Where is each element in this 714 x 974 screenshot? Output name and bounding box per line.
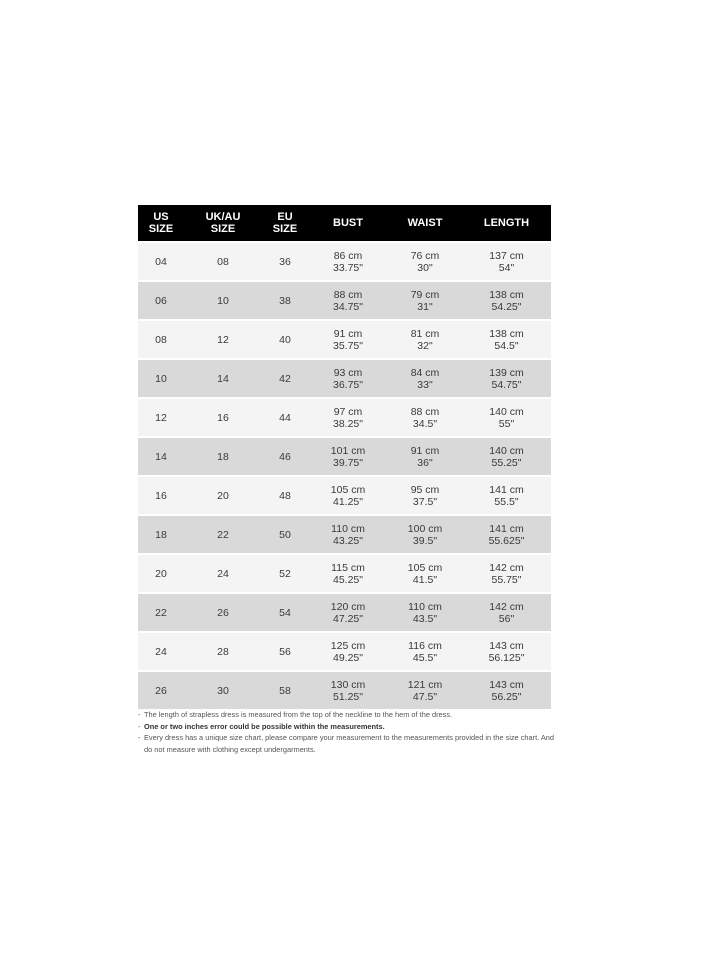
- length-cell-cm: 139 cm: [489, 366, 524, 379]
- waist-cell: [388, 515, 462, 554]
- eu-size-cell: 56: [262, 632, 308, 671]
- eu-size-cell: 40: [262, 320, 308, 359]
- waist-cell-inches: 31": [417, 300, 433, 313]
- length-cell-cm: 140 cm: [489, 405, 524, 418]
- bust-cell: [308, 398, 388, 437]
- waist-cell-inches: 47.5": [412, 690, 438, 703]
- column-header: [462, 205, 551, 242]
- bust-cell-inches: 35.75": [332, 339, 363, 352]
- waist-cell: [388, 320, 462, 359]
- length-cell-cm: 138 cm: [489, 288, 524, 301]
- length-cell-inches: 56.25": [491, 690, 522, 703]
- us-size-cell: 16: [138, 476, 184, 515]
- length-cell: [462, 398, 551, 437]
- length-cell-inches: 54.5": [494, 339, 519, 352]
- note-text: One or two inches error could be possible within the measurements.: [144, 721, 385, 731]
- bust-cell: [308, 671, 388, 709]
- uk-size-cell: 26: [184, 593, 262, 632]
- length-cell: [462, 281, 551, 320]
- bust-cell-cm: 110 cm: [331, 522, 365, 535]
- table-row: [138, 359, 551, 398]
- us-size-cell: 24: [138, 632, 184, 671]
- note-text: The length of strapless dress is measured from the top of the neckline to the hem of the dress.: [144, 710, 453, 719]
- waist-cell-inches: 36": [417, 456, 433, 469]
- waist-cell-cm: 84 cm: [410, 366, 440, 379]
- uk-size-cell: 08: [184, 242, 262, 281]
- table-row: [138, 515, 551, 554]
- bust-cell-cm: 97 cm: [333, 405, 363, 418]
- uk-size-cell: 10: [184, 281, 262, 320]
- length-cell-cm: 141 cm: [489, 483, 524, 496]
- waist-cell: [388, 359, 462, 398]
- uk-size-cell: 20: [184, 476, 262, 515]
- size-chart-header: [138, 205, 551, 242]
- column-header-line1: UK/AU: [205, 211, 241, 223]
- waist-cell-cm: 79 cm: [410, 288, 440, 301]
- note-item: [138, 709, 558, 721]
- bust-cell: [308, 554, 388, 593]
- bust-cell-inches: 34.75": [332, 300, 363, 313]
- waist-cell-cm: 116 cm: [408, 639, 442, 652]
- column-header-line1: WAIST: [407, 217, 443, 229]
- bust-cell: [308, 476, 388, 515]
- length-cell: [462, 476, 551, 515]
- bust-cell: [308, 320, 388, 359]
- note-bullet: -: [138, 733, 141, 743]
- waist-cell-cm: 121 cm: [407, 678, 443, 691]
- length-cell-inches: 54": [498, 261, 515, 274]
- column-header-line1: BUST: [333, 217, 363, 229]
- note-bullet: -: [138, 710, 141, 719]
- column-header-line2: SIZE: [148, 223, 174, 235]
- uk-size-cell: 24: [184, 554, 262, 593]
- note-item: [138, 732, 558, 755]
- bust-cell-inches: 47.25": [332, 612, 363, 625]
- column-header-line1: EU: [277, 211, 293, 223]
- bust-cell-inches: 33.75": [332, 261, 363, 274]
- column-header-line2: SIZE: [272, 223, 298, 235]
- us-size-cell: 22: [138, 593, 184, 632]
- size-chart-table: [138, 205, 551, 709]
- us-size-cell: 26: [138, 671, 184, 709]
- length-cell-cm: 140 cm: [489, 444, 524, 457]
- eu-size-cell: 44: [262, 398, 308, 437]
- bust-cell-cm: 93 cm: [333, 366, 363, 379]
- length-cell-inches: 55.625": [488, 534, 525, 547]
- length-cell: [462, 554, 551, 593]
- waist-cell-inches: 43.5": [412, 612, 438, 625]
- length-cell: [462, 359, 551, 398]
- waist-cell-cm: 105 cm: [407, 561, 443, 574]
- us-size-cell: 08: [138, 320, 184, 359]
- table-row: [138, 398, 551, 437]
- bust-cell-inches: 36.75": [332, 378, 363, 391]
- waist-cell-inches: 39.5": [412, 534, 438, 547]
- table-row: [138, 593, 551, 632]
- bust-cell-inches: 49.25": [332, 651, 363, 664]
- waist-cell: [388, 476, 462, 515]
- table-row: [138, 320, 551, 359]
- bust-cell: [308, 437, 388, 476]
- size-chart: [138, 205, 551, 709]
- us-size-cell: 18: [138, 515, 184, 554]
- length-cell-inches: 55.5": [494, 495, 519, 508]
- waist-cell-inches: 33": [417, 378, 433, 391]
- length-cell-inches: 56": [498, 612, 515, 625]
- table-row: [138, 242, 551, 281]
- uk-size-cell: 18: [184, 437, 262, 476]
- bust-cell-cm: 101 cm: [330, 444, 366, 457]
- waist-cell-inches: 32": [417, 339, 433, 352]
- length-cell: [462, 671, 551, 709]
- length-cell: [462, 593, 551, 632]
- length-cell-inches: 54.75": [491, 378, 522, 391]
- waist-cell-cm: 88 cm: [410, 405, 440, 418]
- uk-size-cell: 28: [184, 632, 262, 671]
- bust-cell-cm: 105 cm: [330, 483, 366, 496]
- length-cell-cm: 138 cm: [489, 327, 524, 340]
- length-cell-cm: 142 cm: [489, 561, 524, 574]
- waist-cell: [388, 281, 462, 320]
- length-cell-cm: 141 cm: [489, 522, 524, 535]
- waist-cell: [388, 437, 462, 476]
- waist-cell-cm: 95 cm: [410, 483, 440, 496]
- length-cell: [462, 242, 551, 281]
- length-cell-inches: 54.25": [491, 300, 522, 313]
- waist-cell-inches: 37.5": [412, 495, 438, 508]
- table-row: [138, 632, 551, 671]
- waist-cell-inches: 41.5": [412, 573, 438, 586]
- bust-cell-cm: 120 cm: [330, 600, 366, 613]
- waist-cell-inches: 30": [417, 261, 433, 274]
- length-cell-cm: 137 cm: [489, 249, 524, 262]
- bust-cell: [308, 242, 388, 281]
- waist-cell: [388, 593, 462, 632]
- column-header: [262, 205, 308, 242]
- length-cell-cm: 142 cm: [489, 600, 524, 613]
- us-size-cell: 14: [138, 437, 184, 476]
- length-cell: [462, 437, 551, 476]
- bust-cell: [308, 281, 388, 320]
- length-cell: [462, 515, 551, 554]
- column-header-line1: LENGTH: [483, 217, 530, 229]
- eu-size-cell: 58: [262, 671, 308, 709]
- bust-cell-inches: 38.25": [332, 417, 363, 430]
- length-cell-cm: 143 cm: [489, 639, 524, 652]
- eu-size-cell: 50: [262, 515, 308, 554]
- waist-cell-cm: 100 cm: [407, 522, 443, 535]
- column-header-line1: US: [153, 211, 169, 223]
- table-row: [138, 554, 551, 593]
- length-cell-inches: 55.25": [491, 456, 522, 469]
- length-cell: [462, 320, 551, 359]
- column-header: [388, 205, 462, 242]
- eu-size-cell: 36: [262, 242, 308, 281]
- length-cell-inches: 55": [498, 417, 515, 430]
- bust-cell: [308, 632, 388, 671]
- length-cell-inches: 56.125": [488, 651, 525, 664]
- bust-cell-cm: 91 cm: [333, 327, 363, 340]
- us-size-cell: 12: [138, 398, 184, 437]
- uk-size-cell: 30: [184, 671, 262, 709]
- eu-size-cell: 38: [262, 281, 308, 320]
- bust-cell-cm: 130 cm: [330, 678, 366, 691]
- bust-cell: [308, 515, 388, 554]
- note-bullet: -: [138, 721, 141, 731]
- uk-size-cell: 16: [184, 398, 262, 437]
- bust-cell-inches: 43.25": [332, 534, 363, 547]
- waist-cell-inches: 45.5": [412, 651, 438, 664]
- eu-size-cell: 42: [262, 359, 308, 398]
- bust-cell-inches: 45.25": [332, 573, 363, 586]
- table-row: [138, 437, 551, 476]
- length-cell-cm: 143 cm: [489, 678, 524, 691]
- waist-cell: [388, 632, 462, 671]
- us-size-cell: 10: [138, 359, 184, 398]
- bust-cell-cm: 86 cm: [333, 249, 363, 262]
- bust-cell: [308, 359, 388, 398]
- table-row: [138, 476, 551, 515]
- note-item: [138, 721, 558, 733]
- eu-size-cell: 54: [262, 593, 308, 632]
- bust-cell-inches: 41.25": [332, 495, 363, 508]
- uk-size-cell: 14: [184, 359, 262, 398]
- waist-cell-inches: 34.5": [412, 417, 438, 430]
- waist-cell-cm: 76 cm: [410, 249, 440, 262]
- length-cell: [462, 632, 551, 671]
- column-header-line2: SIZE: [210, 223, 236, 235]
- waist-cell: [388, 398, 462, 437]
- column-header: [308, 205, 388, 242]
- us-size-cell: 04: [138, 242, 184, 281]
- waist-cell-cm: 110 cm: [408, 600, 442, 613]
- table-row: [138, 671, 551, 709]
- bust-cell-inches: 51.25": [332, 690, 363, 703]
- bust-cell: [308, 593, 388, 632]
- bust-cell-cm: 125 cm: [330, 639, 366, 652]
- us-size-cell: 06: [138, 281, 184, 320]
- eu-size-cell: 48: [262, 476, 308, 515]
- size-chart-notes: [138, 709, 558, 755]
- waist-cell-cm: 91 cm: [410, 444, 440, 457]
- bust-cell-inches: 39.75": [332, 456, 363, 469]
- eu-size-cell: 52: [262, 554, 308, 593]
- note-text: Every dress has a unique size chart, please compare your measurement to the measurements provided in the size chart. And do not measure with clothing except undergarments.: [144, 733, 554, 754]
- uk-size-cell: 12: [184, 320, 262, 359]
- waist-cell: [388, 554, 462, 593]
- bust-cell-cm: 115 cm: [331, 561, 365, 574]
- column-header: [184, 205, 262, 242]
- waist-cell: [388, 671, 462, 709]
- uk-size-cell: 22: [184, 515, 262, 554]
- us-size-cell: 20: [138, 554, 184, 593]
- waist-cell: [388, 242, 462, 281]
- eu-size-cell: 46: [262, 437, 308, 476]
- column-header: [138, 205, 184, 242]
- size-chart-body: [138, 242, 551, 709]
- length-cell-inches: 55.75": [491, 573, 522, 586]
- bust-cell-cm: 88 cm: [333, 288, 363, 301]
- waist-cell-cm: 81 cm: [410, 327, 440, 340]
- table-row: [138, 281, 551, 320]
